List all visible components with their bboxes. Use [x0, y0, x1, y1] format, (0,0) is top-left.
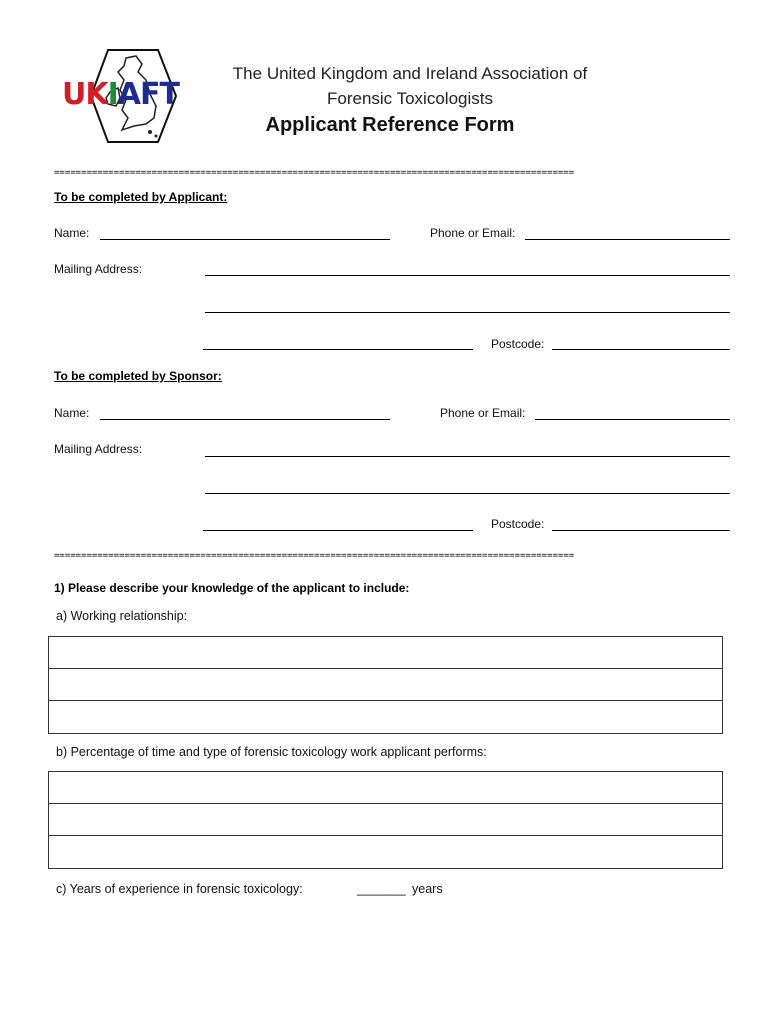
org-name-line2: Forensic Toxicologists: [327, 89, 493, 108]
sponsor-address-line2[interactable]: [205, 493, 730, 494]
org-name-line1: The United Kingdom and Ireland Association of: [232, 64, 588, 83]
question-1c-label: c) Years of experience in forensic toxicology:: [56, 882, 303, 896]
applicant-contact-label: Phone or Email:: [430, 226, 516, 240]
sponsor-name-field[interactable]: [100, 419, 390, 420]
answer-row[interactable]: [49, 669, 722, 701]
sponsor-name-label: Name:: [54, 406, 90, 420]
applicant-contact-field[interactable]: [525, 239, 730, 240]
years-unit-label: years: [412, 882, 443, 896]
work-percentage-box[interactable]: [48, 771, 723, 869]
applicant-name-label: Name:: [54, 226, 90, 240]
applicant-address-label: Mailing Address:: [54, 262, 143, 276]
working-relationship-box[interactable]: [48, 636, 723, 734]
separator-bottom: ================================================================================================: [54, 551, 575, 561]
page-title: Applicant Reference Form: [265, 114, 515, 136]
sponsor-address-label: Mailing Address:: [54, 442, 143, 456]
question-1b-label: b) Percentage of time and type of forensic toxicology work applicant performs:: [56, 745, 487, 759]
applicant-postcode-label: Postcode:: [491, 337, 545, 351]
sponsor-address-line1[interactable]: [205, 456, 730, 457]
answer-row[interactable]: [49, 701, 722, 733]
sponsor-contact-field[interactable]: [535, 419, 730, 420]
sponsor-contact-label: Phone or Email:: [440, 406, 526, 420]
applicant-address-line3[interactable]: [203, 349, 473, 350]
answer-row[interactable]: [49, 804, 722, 836]
sponsor-postcode-field[interactable]: [552, 530, 730, 531]
question-1a-label: a) Working relationship:: [56, 609, 188, 623]
applicant-address-line1[interactable]: [205, 275, 730, 276]
ukiaft-logo: [58, 44, 203, 148]
applicant-name-field[interactable]: [100, 239, 390, 240]
applicant-address-line2[interactable]: [205, 312, 730, 313]
question-1-title: 1) Please describe your knowledge of the applicant to include:: [54, 581, 410, 595]
logo-wordmark: UKIAFT: [62, 77, 179, 112]
sponsor-address-line3[interactable]: [203, 530, 473, 531]
years-experience-field[interactable]: _______: [357, 882, 406, 896]
sponsor-heading: To be completed by Sponsor:: [54, 369, 222, 383]
answer-row[interactable]: [49, 836, 722, 868]
applicant-heading: To be completed by Applicant:: [54, 190, 228, 204]
applicant-postcode-field[interactable]: [552, 349, 730, 350]
answer-row[interactable]: [49, 772, 722, 804]
sponsor-postcode-label: Postcode:: [491, 517, 545, 531]
separator-top: ================================================================================================: [54, 168, 575, 178]
answer-row[interactable]: [49, 637, 722, 669]
